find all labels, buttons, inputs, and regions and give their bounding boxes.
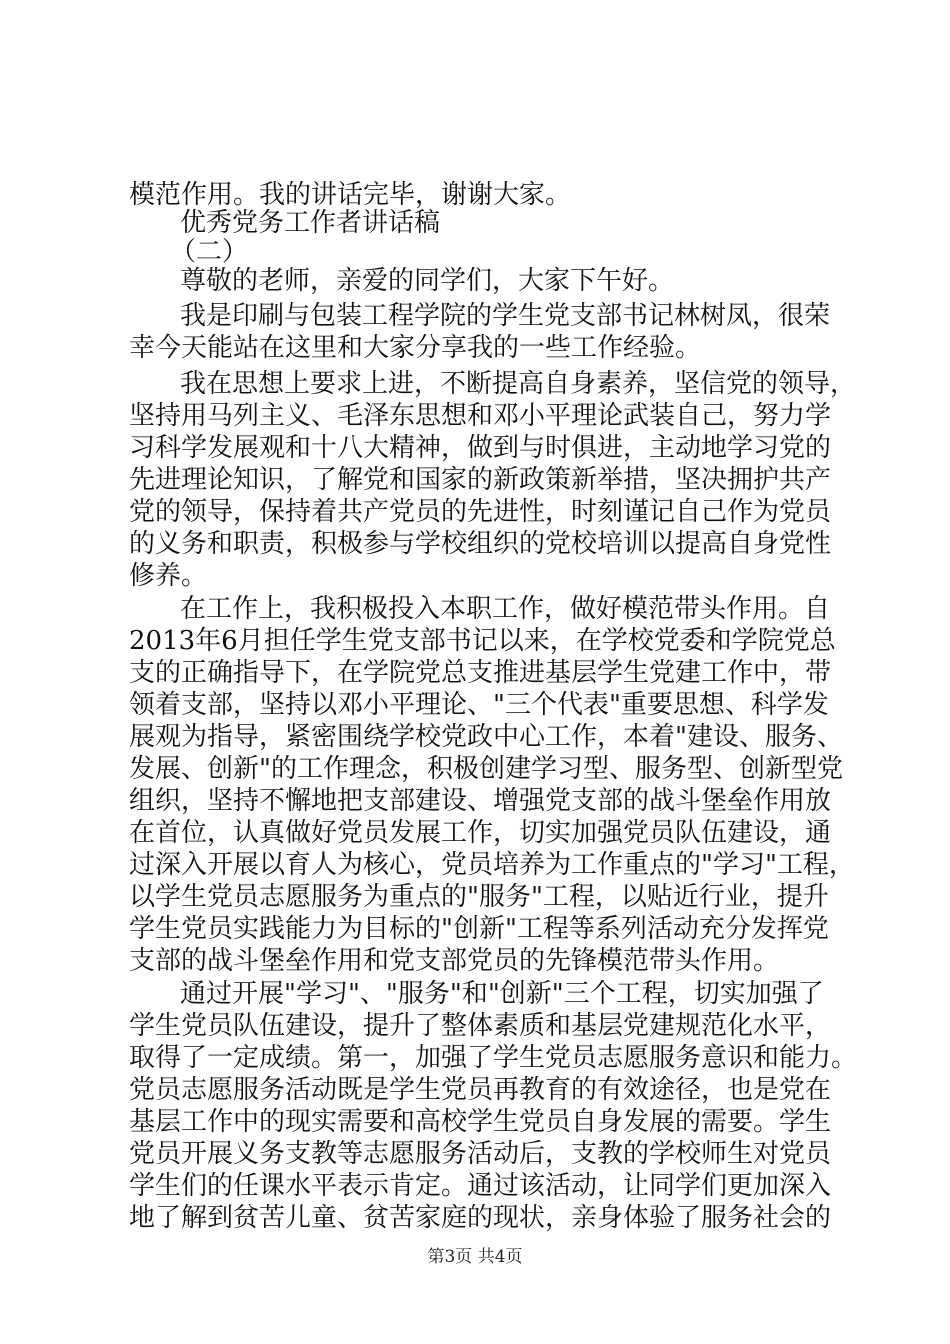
text-line: 取得了一定成绩。第一，加强了学生党员志愿服务意识和能力。 (129, 1043, 858, 1073)
text-line: 学生党员实践能力为目标的"创新"工程等系列活动充分发挥党 (129, 914, 829, 944)
text-line: 展观为指导，紧密围绕学校党政中心工作，本着"建设、服务、 (129, 722, 843, 752)
text-line: 在工作上，我积极投入本职工作，做好模范带头作用。自 (180, 594, 831, 624)
text-line: 修养。 (129, 561, 208, 591)
text-line: 在首位，认真做好党员发展工作，切实加强党员队伍建设，通 (129, 818, 832, 848)
text-line: 我在思想上要求上进，不断提高自身素养，坚信党的领导， (180, 369, 857, 399)
text-line: 领着支部，坚持以邓小平理论、"三个代表"重要思想、科学发 (129, 690, 829, 720)
text-line: 组织，坚持不懈地把支部建设、增强党支部的战斗堡垒作用放 (129, 786, 832, 816)
text-line: 支部的战斗堡垒作用和党支部党员的先锋模范带头作用。 (129, 946, 780, 976)
text-line: 以学生党员志愿服务为重点的"服务"工程，以贴近行业，提升 (129, 882, 829, 912)
section-title: 优秀党务工作者讲话稿 (180, 208, 441, 238)
text-line: 基层工作中的现实需要和高校学生党员自身发展的需要。学生 (129, 1107, 832, 1137)
text-line: 幸今天能站在这里和大家分享我的一些工作经验。 (129, 333, 702, 363)
text-line: 2013年6月担任学生党支部书记以来，在学校党委和学院党总 (129, 626, 836, 656)
text-line: 发展、创新"的工作理念，积极创建学习型、服务型、创新型党 (129, 754, 843, 784)
text-line: 支的正确指导下，在学院党总支推进基层学生党建工作中，带 (129, 658, 832, 688)
text-line: 党员志愿服务活动既是学生党员再教育的有效途径，也是党在 (129, 1075, 832, 1105)
text-line: 坚持用马列主义、毛泽东思想和邓小平理论武装自己，努力学 (129, 401, 832, 431)
text-line: 党员开展义务支教等志愿服务活动后，支教的学校师生对党员 (129, 1139, 832, 1169)
section-subtitle: （二） (170, 237, 249, 267)
text-line: 先进理论知识，了解党和国家的新政策新举措，坚决拥护共产 (129, 465, 832, 495)
text-line: 通过开展"学习"、"服务"和"创新"三个工程，切实加强了 (180, 979, 824, 1009)
text-line: 过深入开展以育人为核心，党员培养为工作重点的"学习"工程， (129, 850, 855, 880)
text-line: 模范作用。我的讲话完毕，谢谢大家。 (129, 180, 572, 210)
text-line: 尊敬的老师，亲爱的同学们，大家下午好。 (180, 266, 675, 296)
text-line: 的义务和职责，积极参与学校组织的党校培训以提高自身党性 (129, 529, 832, 559)
text-line: 地了解到贫苦儿童、贫苦家庭的现状，亲身体验了服务社会的 (129, 1203, 832, 1233)
page-number-footer: 第3页 共4页 (427, 1247, 523, 1267)
text-line: 党的领导，保持着共产党员的先进性，时刻谨记自己作为党员 (129, 497, 832, 527)
text-line: 学生们的任课水平表示肯定。通过该活动，让同学们更加深入 (129, 1171, 832, 1201)
text-line: 学生党员队伍建设，提升了整体素质和基层党建规范化水平， (129, 1011, 832, 1041)
text-line: 我是印刷与包装工程学院的学生党支部书记林树凤，很荣 (180, 301, 831, 331)
text-line: 习科学发展观和十八大精神，做到与时俱进，主动地学习党的 (129, 433, 832, 463)
